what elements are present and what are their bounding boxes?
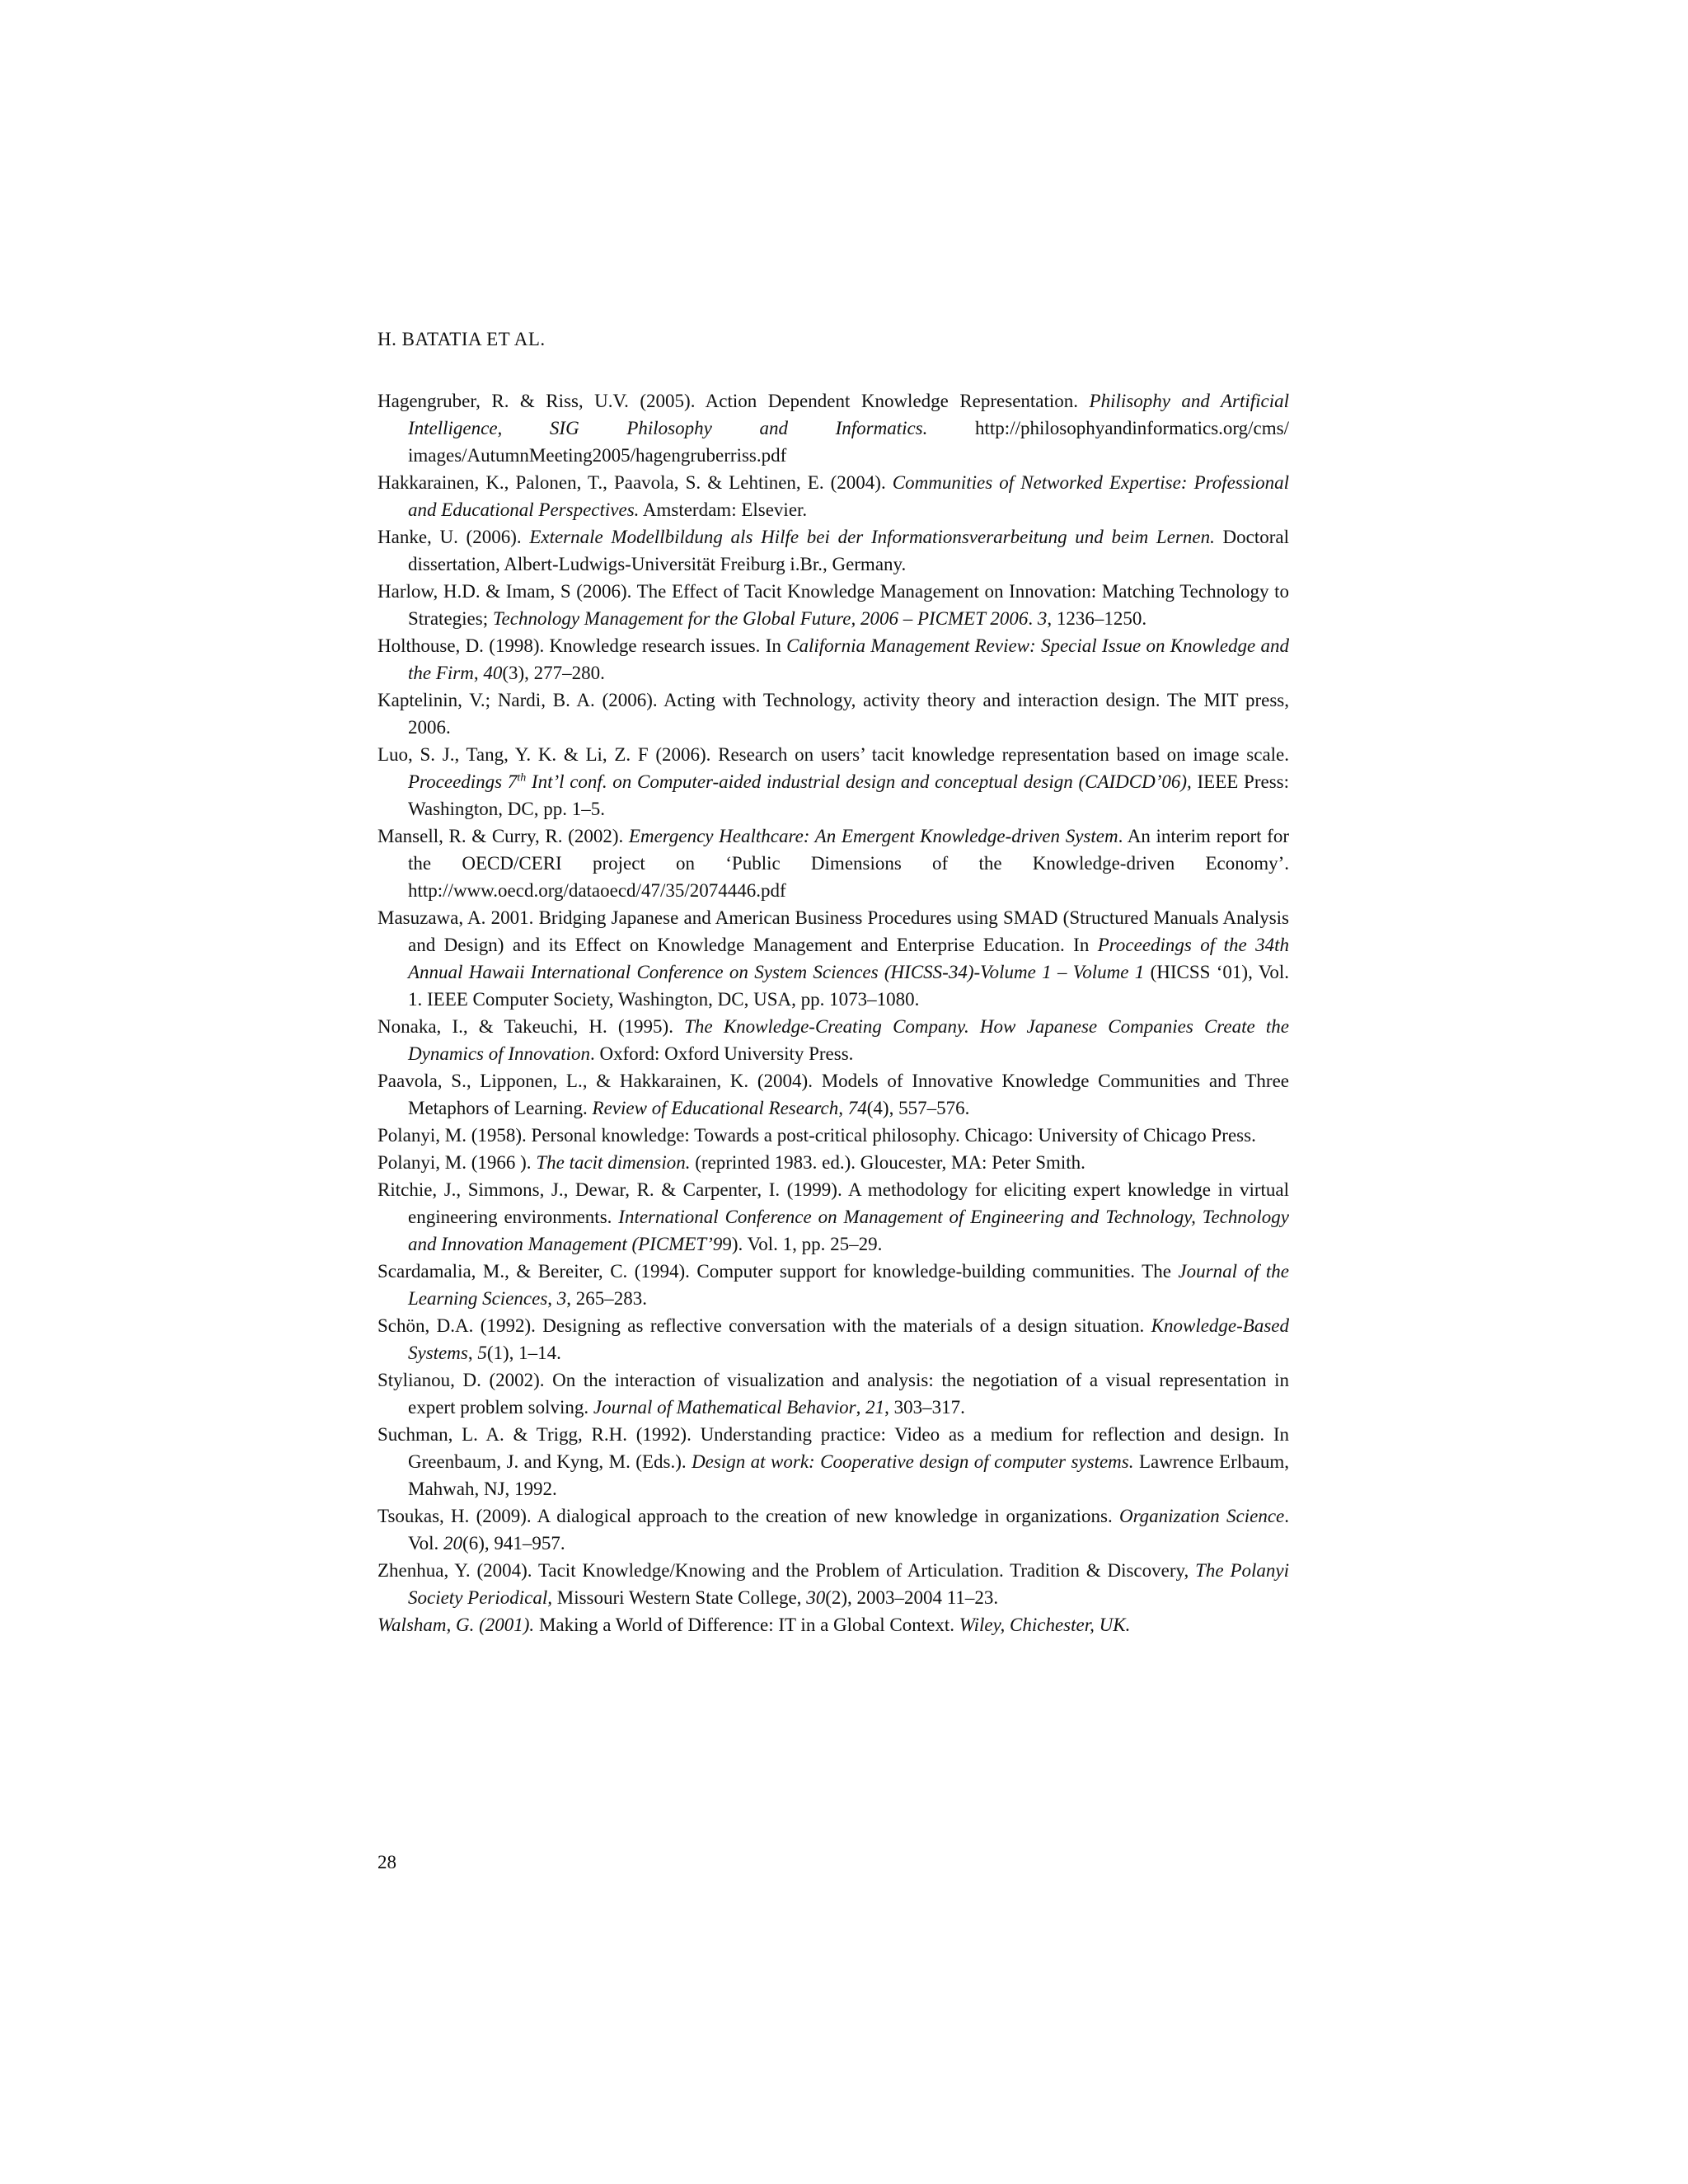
reference-entry bbox=[377, 687, 1289, 741]
reference-entry bbox=[377, 904, 1289, 1013]
reference-italic-text: California Management Review: Special Issue on Knowledge and the Firm bbox=[408, 635, 1290, 683]
reference-text: Mansell, R. & Curry, R. (2002). bbox=[377, 826, 629, 846]
reference-text: (6), 941–957. bbox=[462, 1533, 565, 1554]
reference-italic-text: 3 bbox=[1037, 608, 1048, 629]
reference-text: , 265–283. bbox=[566, 1288, 648, 1309]
reference-text: (1), 1–14. bbox=[486, 1343, 561, 1363]
reference-entry bbox=[377, 1557, 1289, 1611]
reference-text: Suchman, L. A. & Trigg, R.H. (1992). Understanding practice: Video as a medium for reflection and design. In Greenbaum, J. and Kyng, M. (Eds.). bbox=[377, 1424, 1289, 1472]
reference-entry bbox=[377, 1149, 1289, 1176]
reference-italic-text: 40 bbox=[483, 663, 503, 683]
reference-italic-text: Review of Educational Research, 74 bbox=[592, 1098, 867, 1118]
reference-italic-text: 30 bbox=[806, 1587, 826, 1608]
reference-entry bbox=[377, 1502, 1289, 1557]
page-number: 28 bbox=[377, 1852, 396, 1872]
reference-entry bbox=[377, 1421, 1289, 1502]
reference-entry bbox=[377, 1312, 1289, 1366]
reference-italic-text: Wiley, Chichester, UK. bbox=[959, 1615, 1131, 1635]
reference-text: (2), 2003–2004 11–23. bbox=[825, 1587, 999, 1608]
reference-text: Tsoukas, H. (2009). A dialogical approach to the creation of new knowledge in organizations. bbox=[377, 1506, 1119, 1526]
reference-entry bbox=[377, 387, 1289, 469]
reference-text: Amsterdam: Elsevier. bbox=[639, 499, 808, 520]
reference-entry bbox=[377, 1258, 1289, 1312]
reference-italic-text: Design at work: Cooperative design of computer systems. bbox=[692, 1451, 1134, 1472]
reference-italic-text: 20 bbox=[443, 1533, 463, 1554]
reference-text: Ritchie, J., Simmons, J., Dewar, R. & Carpenter, I. (1999). A methodology for eliciting expert knowledge in virtual engineering environments. bbox=[377, 1179, 1289, 1227]
reference-text: (3), 277–280. bbox=[502, 663, 605, 683]
reference-italic-text: Knowledge-Based Systems bbox=[408, 1315, 1289, 1363]
reference-italic-text: Emergency Healthcare: An Emergent Knowledge-driven System bbox=[628, 826, 1118, 846]
reference-text: Missouri Western State College, bbox=[552, 1587, 807, 1608]
reference-text: Hakkarainen, K., Palonen, T., Paavola, S. & Lehtinen, E. (2004). bbox=[377, 472, 893, 493]
reference-text: Hagengruber, R. & Riss, U.V. (2005). Action Dependent Knowledge Representation. bbox=[377, 391, 1090, 411]
reference-italic-text: Communities of Networked Expertise: Professional and Educational Perspectives. bbox=[408, 472, 1289, 520]
running-head: H. BATATIA ET AL. bbox=[377, 329, 546, 349]
reference-italic-text: Technology Management for the Global Future, 2006 – PICMET 2006 bbox=[492, 608, 1029, 629]
reference-text: Polanyi, M. (1958). Personal knowledge: Towards a post-critical philosophy. Chicago: University of Chicago Press. bbox=[377, 1125, 1256, 1146]
reference-text: . An interim report for the OECD/CERI project on ‘Public Dimensions of the Knowledge-driven Economy’. http://www.oecd.org/dataoecd/47/35/2074446.pdf bbox=[408, 826, 1289, 901]
reference-italic-text: The tacit dimension. bbox=[536, 1152, 691, 1173]
reference-italic-text: Proceedings 7 bbox=[408, 771, 518, 792]
reference-entry bbox=[377, 1366, 1289, 1421]
reference-entry bbox=[377, 1067, 1289, 1122]
reference-list bbox=[377, 387, 1289, 1638]
reference-entry bbox=[377, 578, 1289, 632]
reference-text: http://philosophyandinformatics.org/cms/ images/AutumnMeeting2005/hagengruberriss.pdf bbox=[408, 418, 1289, 466]
reference-text: (HICSS ‘01), Vol. 1. IEEE Computer Society, Washington, DC, USA, pp. 1073–1080. bbox=[408, 962, 1290, 1010]
reference-text: IEEE Press: Washington, DC, pp. 1–5. bbox=[408, 771, 1289, 819]
reference-text: . bbox=[1028, 608, 1038, 629]
reference-entry bbox=[377, 1013, 1289, 1067]
reference-entry bbox=[377, 823, 1289, 904]
reference-text: , bbox=[473, 663, 484, 683]
reference-entry bbox=[377, 1176, 1289, 1258]
reference-text: Holthouse, D. (1998). Knowledge research issues. In bbox=[377, 635, 787, 656]
reference-text: . Vol. bbox=[408, 1506, 1289, 1554]
reference-text: Hanke, U. (2006). bbox=[377, 527, 530, 547]
reference-italic-text: Journal of Mathematical Behavior bbox=[593, 1397, 856, 1418]
reference-italic-text: Externale Modellbildung als Hilfe bei der Informationsverarbeitung und beim Lernen. bbox=[529, 527, 1215, 547]
reference-text: Masuzawa, A. 2001. Bridging Japanese and American Business Procedures using SMAD (Structured Manuals Analysis and Design) and its Effect on Knowledge Management and Enterprise Education. In bbox=[377, 907, 1289, 955]
reference-text: (4), 557–576. bbox=[866, 1098, 970, 1118]
reference-text: 9). Vol. 1, pp. 25–29. bbox=[722, 1234, 883, 1254]
reference-italic-text: Proceedings of the 34th Annual Hawaii International Conference on System Sciences (HICSS-34)-Volume 1 – Volume 1 bbox=[408, 935, 1290, 982]
reference-text: Kaptelinin, V.; Nardi, B. A. (2006). Acting with Technology, activity theory and interaction design. The MIT press, 2006. bbox=[377, 690, 1289, 738]
reference-italic-text: Organization Science bbox=[1118, 1506, 1285, 1526]
reference-entry bbox=[377, 469, 1289, 523]
reference-text: Schön, D.A. (1992). Designing as reflective conversation with the materials of a design situation. bbox=[377, 1315, 1151, 1336]
reference-text: Making a World of Difference: IT in a Global Context. bbox=[534, 1615, 959, 1635]
reference-entry bbox=[377, 523, 1289, 578]
reference-italic-text: 5 bbox=[477, 1343, 487, 1363]
reference-text: Scardamalia, M., & Bereiter, C. (1994). Computer support for knowledge-building communities. The bbox=[377, 1261, 1179, 1282]
reference-text: Zhenhua, Y. (2004). Tacit Knowledge/Knowing and the Problem of Articulation. Tradition & Discovery, bbox=[377, 1560, 1196, 1581]
reference-entry bbox=[377, 1122, 1289, 1149]
reference-text: Harlow, H.D. & Imam, S (2006). The Effect of Tacit Knowledge Management on Innovation: Matching Technology to Strategies; bbox=[377, 581, 1289, 629]
reference-italic-text: The Polanyi Society Periodical, bbox=[408, 1560, 1289, 1608]
reference-text: Luo, S. J., Tang, Y. K. & Li, Z. F (2006). Research on users’ tacit knowledge representation based on image scale. bbox=[377, 744, 1289, 765]
reference-text: Doctoral dissertation, Albert-Ludwigs-Universität Freiburg i.Br., Germany. bbox=[408, 527, 1289, 574]
reference-text: Stylianou, D. (2002). On the interaction of visualization and analysis: the negotiation of a visual representation in expert problem solving. bbox=[377, 1370, 1289, 1418]
reference-text: Paavola, S., Lipponen, L., & Hakkarainen, K. (2004). Models of Innovative Knowledge Communities and Three Metaphors of Learning. bbox=[377, 1071, 1289, 1118]
reference-text: . Oxford: Oxford University Press. bbox=[590, 1043, 854, 1064]
reference-text: , 303–317. bbox=[884, 1397, 965, 1418]
reference-text: Nonaka, I., & Takeuchi, H. (1995). bbox=[377, 1016, 685, 1037]
reference-italic-text: Int’l conf. on Computer-aided industrial design and conceptual design (CAIDCD’06), bbox=[526, 771, 1192, 792]
reference-text: , bbox=[467, 1343, 478, 1363]
reference-text: Lawrence Erlbaum, Mahwah, NJ, 1992. bbox=[408, 1451, 1289, 1499]
reference-italic-text: Walsham, G. (2001). bbox=[377, 1615, 535, 1635]
reference-entry bbox=[377, 632, 1289, 687]
reference-italic-text: International Conference on Management of Engineering and Technology, Technology and Innovation Management (PICMET’9 bbox=[408, 1207, 1289, 1254]
reference-entry bbox=[377, 741, 1289, 823]
reference-superscript: th bbox=[517, 771, 527, 785]
reference-text: , bbox=[547, 1288, 557, 1309]
reference-italic-text: 3 bbox=[556, 1288, 567, 1309]
reference-italic-text: 21 bbox=[865, 1397, 885, 1418]
reference-italic-text: Philisophy and Artificial Intelligence, SIG Philosophy and Informatics. bbox=[408, 391, 1289, 438]
reference-entry bbox=[377, 1611, 1289, 1638]
reference-italic-text: The Knowledge-Creating Company. How Japanese Companies Create the Dynamics of Innovation bbox=[408, 1016, 1289, 1064]
reference-text: , bbox=[856, 1397, 866, 1418]
reference-text: Polanyi, M. (1966 ). bbox=[377, 1152, 537, 1173]
reference-italic-text: Journal of the Learning Sciences bbox=[408, 1261, 1289, 1309]
reference-text: , 1236–1250. bbox=[1047, 608, 1147, 629]
reference-text: (reprinted 1983. ed.). Gloucester, MA: Peter Smith. bbox=[690, 1152, 1085, 1173]
